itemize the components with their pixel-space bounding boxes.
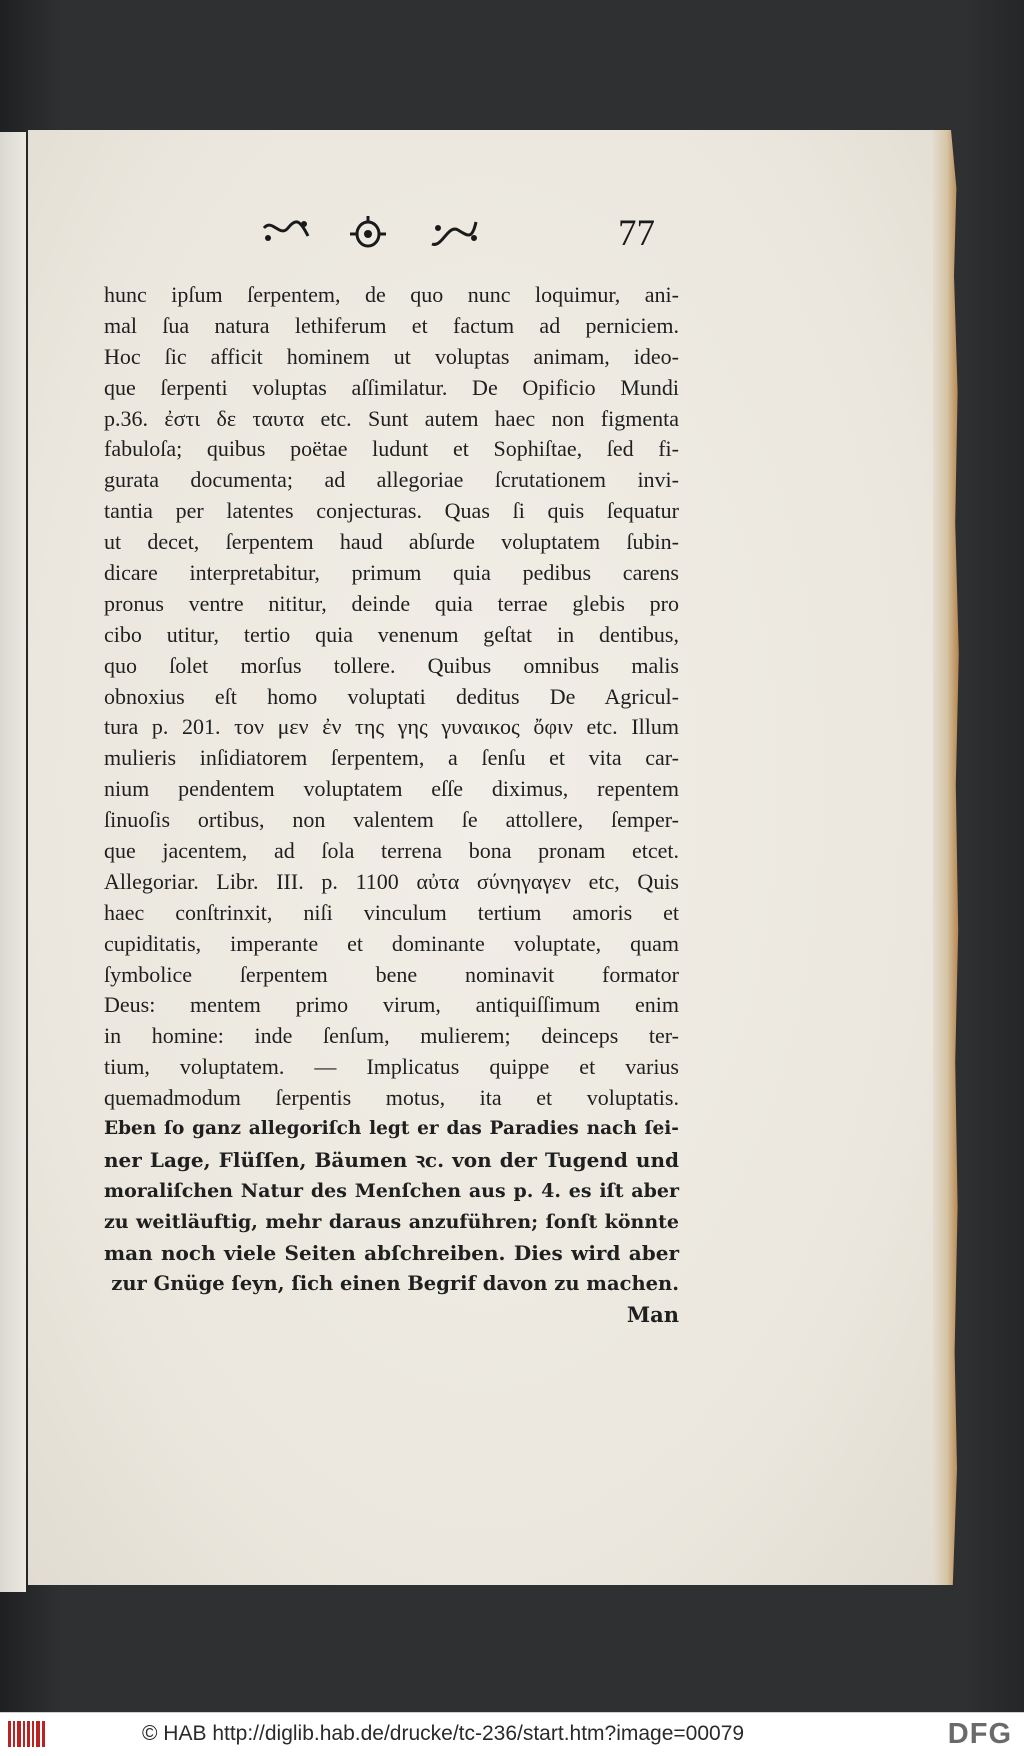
facing-page-edge — [0, 132, 26, 1592]
text-line: Deus: mentem primo virum, antiquiſſimum enim — [104, 992, 679, 1018]
text-line: quo ſolet morſus tollere. Quibus omnibus malis — [104, 652, 679, 678]
text-line: cupiditatis, imperante et dominante voluptate, quam — [104, 930, 679, 956]
text-line: quemadmodum ſerpentis motus, ita et voluptatis. — [104, 1085, 679, 1111]
page-header — [28, 214, 933, 274]
text-line: dicare interpretabitur, primum quia pedibus carens — [104, 560, 679, 586]
text-line: fabuloſa; quibus poëtae ludunt et Sophiſtae, ſed fi- — [104, 436, 679, 462]
viewer-footer — [0, 1712, 1024, 1756]
text-line: pronus ventre nititur, deinde quia terrae glebis pro — [104, 590, 679, 616]
text-line: tantia per latentes conjecturas. Quas ſi quis ſequatur — [104, 498, 679, 524]
text-line: ſinuoſis ortibus, non valentem ſe attollere, ſemper- — [104, 807, 679, 833]
center-ornament-icon — [346, 214, 390, 254]
text-line-fraktur: Eben ſo ganz allegoriſch legt er das Paradies nach ſei- — [104, 1118, 679, 1140]
text-line: tura p. 201. τον μεν ἐν της γης γυναικος ὄφιν etc. Illum — [104, 714, 679, 740]
right-flourish-icon — [428, 214, 480, 254]
text-line: ſymbolice ſerpentem bene nominavit formator — [104, 961, 679, 987]
text-line-fraktur: zur Gnüge ſeyn, ſich einen Begrif davon zu machen. — [111, 1271, 679, 1295]
text-line: ut decet, ſerpentem haud abſurde voluptatem ſubin- — [104, 529, 679, 555]
catchword: Man — [626, 1302, 679, 1328]
text-line-fraktur: moraliſchen Natur des Menſchen aus p. 4. es iſt aber — [104, 1179, 679, 1202]
text-line: Allegoriar. Libr. III. p. 1100 αὐτα σύνηγαγεν etc, Quis — [104, 868, 679, 894]
text-line: haec conſtrinxit, niſi vinculum tertium amoris et — [104, 899, 679, 925]
text-line-fraktur: ner Lage, Flüſſen, Bäumen ꝛc. von der Tugend und — [104, 1147, 679, 1172]
text-line: p.36. ἐστι δε ταυτα etc. Sunt autem haec non figmenta — [104, 405, 679, 431]
text-line: in homine: inde ſenſum, mulierem; deinceps ter- — [104, 1023, 679, 1049]
barcode-icon — [8, 1721, 46, 1747]
text-line: que ſerpenti voluptas aſſimilatur. De Opificio Mundi — [104, 374, 679, 400]
text-line-fraktur: man noch viele Seiten abſchreiben. Dies wird aber — [104, 1240, 679, 1265]
text-line: mal ſua natura lethiferum et factum ad perniciem. — [104, 312, 679, 338]
copyright-link[interactable]: © HAB http://diglib.hab.de/drucke/tc-236/start.htm?image=00079 — [142, 1722, 745, 1745]
text-line: Hoc ſic afficit hominem ut voluptas animam, ideo- — [104, 343, 679, 369]
text-line-fraktur: zu weitläuftig, mehr daraus anzuführen; ſonſt könnte — [104, 1210, 679, 1233]
text-line: gurata documenta; ad allegoriae ſcrutationem invi- — [104, 467, 679, 493]
text-line: tium, voluptatem. — Implicatus quippe et varius — [104, 1054, 679, 1080]
dfg-logo: DFG — [947, 1718, 1012, 1750]
body-text — [104, 280, 679, 1330]
text-line: hunc ipſum ſerpentem, de quo nunc loquimur, ani- — [104, 282, 679, 307]
page-number: 77 — [618, 213, 655, 254]
text-line: que jacentem, ad ſola terrena bona pronam etcet. — [104, 838, 679, 864]
book-page — [28, 130, 933, 1585]
left-flourish-icon — [260, 214, 312, 254]
text-line: obnoxius eſt homo voluptati deditus De Agricul- — [104, 683, 679, 709]
text-line: mulieris inſidiatorem ſerpentem, a ſenſu et vita car- — [104, 745, 679, 771]
text-line: cibo utitur, tertio quia venenum geſtat in dentibus, — [104, 621, 679, 647]
text-line: nium pendentem voluptatem eſſe diximus, repentem — [104, 776, 679, 802]
